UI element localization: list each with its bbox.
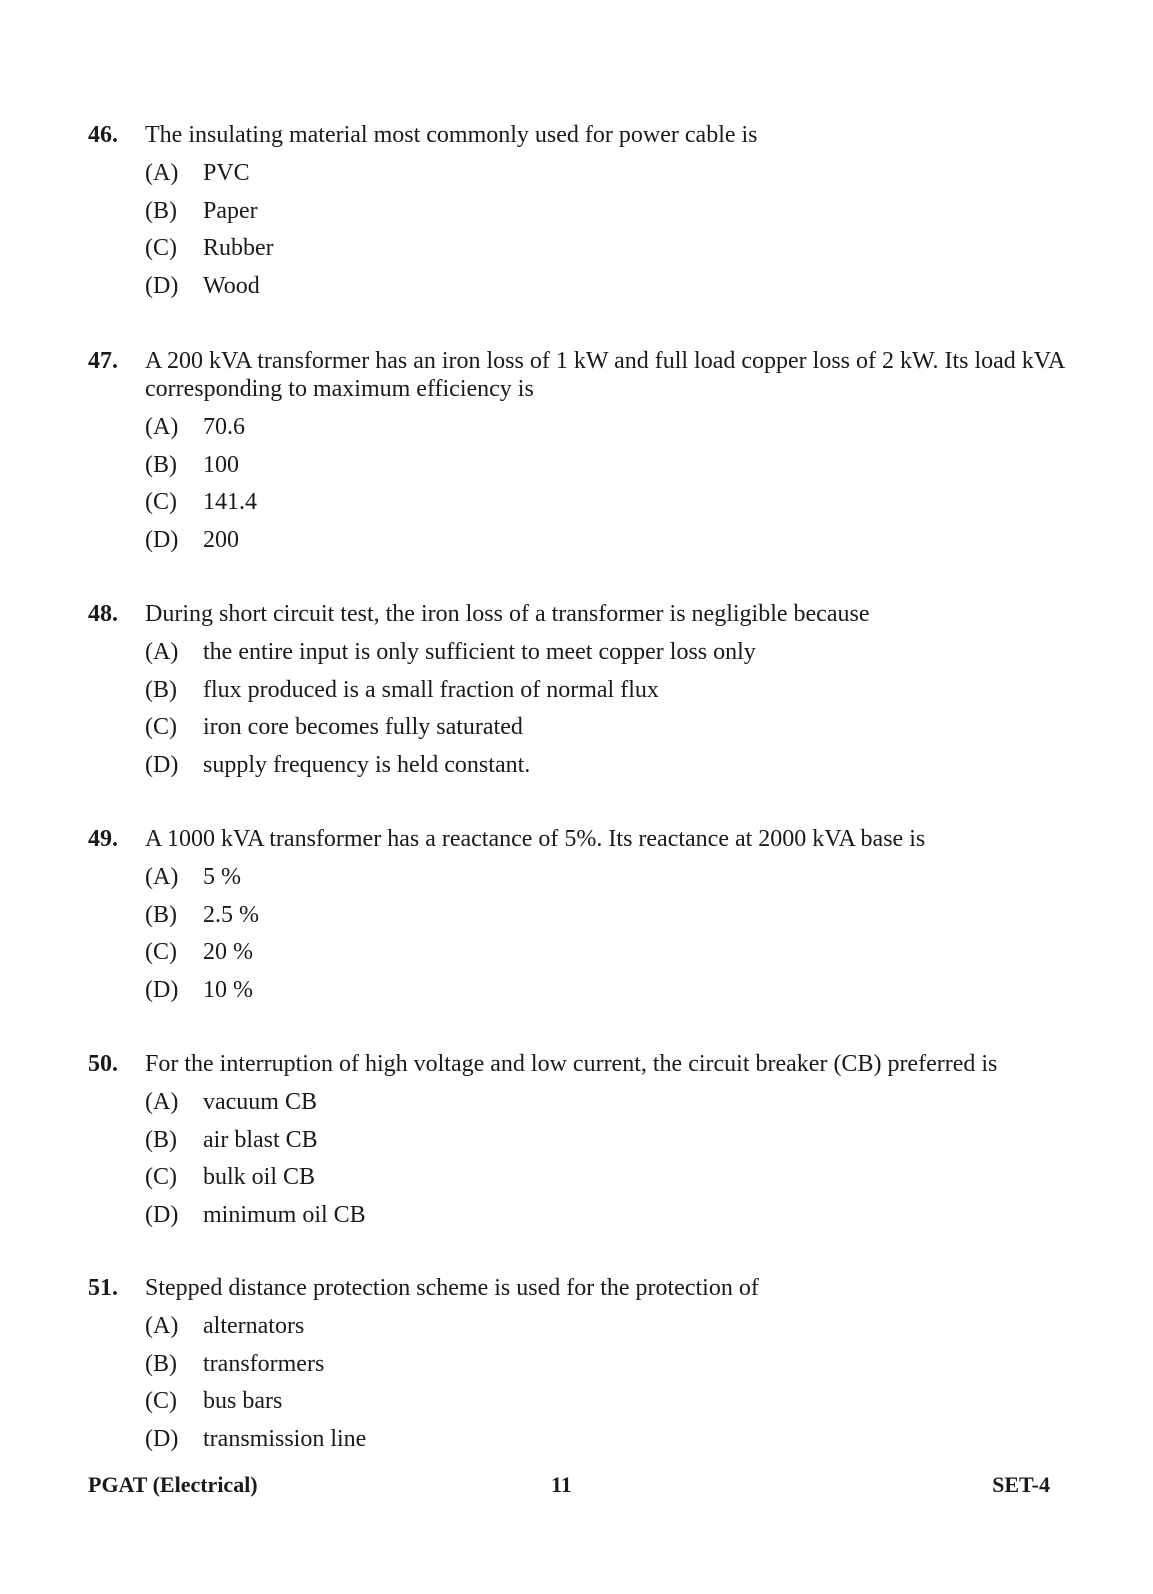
option-b <box>145 1346 1068 1384</box>
option-list <box>145 634 1068 784</box>
question-number: 46. <box>88 122 118 148</box>
option-label: (C) <box>145 939 177 965</box>
page-footer <box>88 1472 1050 1502</box>
option-text: supply frequency is held constant. <box>203 751 531 778</box>
option-d <box>145 1197 1068 1235</box>
option-b <box>145 1122 1068 1160</box>
option-text: Paper <box>203 197 258 224</box>
option-label: (B) <box>145 1350 177 1377</box>
option-label: (A) <box>145 864 179 890</box>
question-text: During short circuit test, the iron loss of a transformer is negligible because <box>145 601 870 627</box>
question-51 <box>88 1274 1068 1458</box>
option-text: 20 % <box>203 939 253 965</box>
option-label: (C) <box>145 235 177 261</box>
footer-set-code: SET-4 <box>992 1472 1050 1497</box>
option-text: 5 % <box>203 864 241 890</box>
question-46 <box>88 121 1068 305</box>
option-c <box>145 934 1068 972</box>
question-number: 51. <box>88 1275 118 1301</box>
option-text: flux produced is a small fraction of normal flux <box>203 676 659 703</box>
option-text: 2.5 % <box>203 901 259 928</box>
option-text: 200 <box>203 526 239 553</box>
option-d <box>145 972 1068 1010</box>
option-a <box>145 155 1068 193</box>
option-b <box>145 897 1068 935</box>
option-label: (A) <box>145 1089 179 1115</box>
question-number: 50. <box>88 1051 118 1077</box>
option-text: transformers <box>203 1350 325 1377</box>
option-label: (D) <box>145 272 179 299</box>
option-label: (D) <box>145 1425 179 1452</box>
option-text: alternators <box>203 1313 305 1339</box>
question-number: 47. <box>88 348 118 374</box>
option-b <box>145 447 1068 485</box>
question-49 <box>88 825 1068 1009</box>
option-label: (D) <box>145 976 179 1003</box>
option-list <box>145 859 1068 1009</box>
option-label: (A) <box>145 160 179 186</box>
option-d <box>145 747 1068 785</box>
option-label: (D) <box>145 1201 179 1228</box>
option-b <box>145 672 1068 710</box>
option-label: (C) <box>145 714 177 740</box>
option-c <box>145 484 1068 522</box>
option-text: vacuum CB <box>203 1089 317 1115</box>
option-d <box>145 1421 1068 1459</box>
option-b <box>145 193 1068 231</box>
option-a <box>145 1084 1068 1122</box>
option-d <box>145 268 1068 306</box>
option-text: bus bars <box>203 1388 283 1414</box>
option-label: (B) <box>145 901 177 928</box>
option-a <box>145 1308 1068 1346</box>
option-c <box>145 230 1068 268</box>
question-text: Stepped distance protection scheme is used for the protection of <box>145 1275 759 1301</box>
option-text: bulk oil CB <box>203 1164 316 1190</box>
option-label: (A) <box>145 414 179 440</box>
option-text: the entire input is only sufficient to meet copper loss only <box>203 639 756 665</box>
option-label: (B) <box>145 1126 177 1153</box>
option-text: 100 <box>203 451 239 478</box>
option-label: (B) <box>145 451 177 478</box>
question-text: For the interruption of high voltage and low current, the circuit breaker (CB) preferred is <box>145 1051 998 1077</box>
option-list <box>145 155 1068 305</box>
option-list <box>145 409 1068 559</box>
option-label: (D) <box>145 751 179 778</box>
option-text: transmission line <box>203 1425 367 1452</box>
footer-exam-name: PGAT (Electrical) <box>88 1472 258 1497</box>
option-a <box>145 859 1068 897</box>
option-c <box>145 1159 1068 1197</box>
option-label: (D) <box>145 526 179 553</box>
question-47 <box>88 347 1068 559</box>
option-text: Wood <box>203 272 260 299</box>
question-48 <box>88 600 1068 784</box>
option-text: Rubber <box>203 235 274 261</box>
option-label: (B) <box>145 676 177 703</box>
option-list <box>145 1308 1068 1458</box>
option-label: (C) <box>145 1164 177 1190</box>
option-c <box>145 1383 1068 1421</box>
option-a <box>145 409 1068 447</box>
option-text: air blast CB <box>203 1126 318 1153</box>
option-list <box>145 1084 1068 1234</box>
option-c <box>145 709 1068 747</box>
question-text: The insulating material most commonly used for power cable is <box>145 122 758 148</box>
option-label: (C) <box>145 489 177 515</box>
option-d <box>145 522 1068 560</box>
option-text: 10 % <box>203 976 253 1003</box>
option-a <box>145 634 1068 672</box>
option-text: PVC <box>203 160 250 186</box>
option-text: 141.4 <box>203 489 257 515</box>
question-number: 49. <box>88 826 118 852</box>
footer-page-number: 11 <box>551 1472 572 1497</box>
question-number: 48. <box>88 601 118 627</box>
option-label: (A) <box>145 1313 179 1339</box>
question-text: A 200 kVA transformer has an iron loss of 1 kW and full load copper loss of 2 kW. Its load kVA corresponding to maximum efficiency is <box>145 348 1065 402</box>
question-50 <box>88 1050 1068 1234</box>
option-text: 70.6 <box>203 414 245 440</box>
option-text: iron core becomes fully saturated <box>203 714 523 740</box>
option-text: minimum oil CB <box>203 1201 366 1228</box>
question-text: A 1000 kVA transformer has a reactance of 5%. Its reactance at 2000 kVA base is <box>145 826 926 852</box>
option-label: (C) <box>145 1388 177 1414</box>
option-label: (A) <box>145 639 179 665</box>
option-label: (B) <box>145 197 177 224</box>
